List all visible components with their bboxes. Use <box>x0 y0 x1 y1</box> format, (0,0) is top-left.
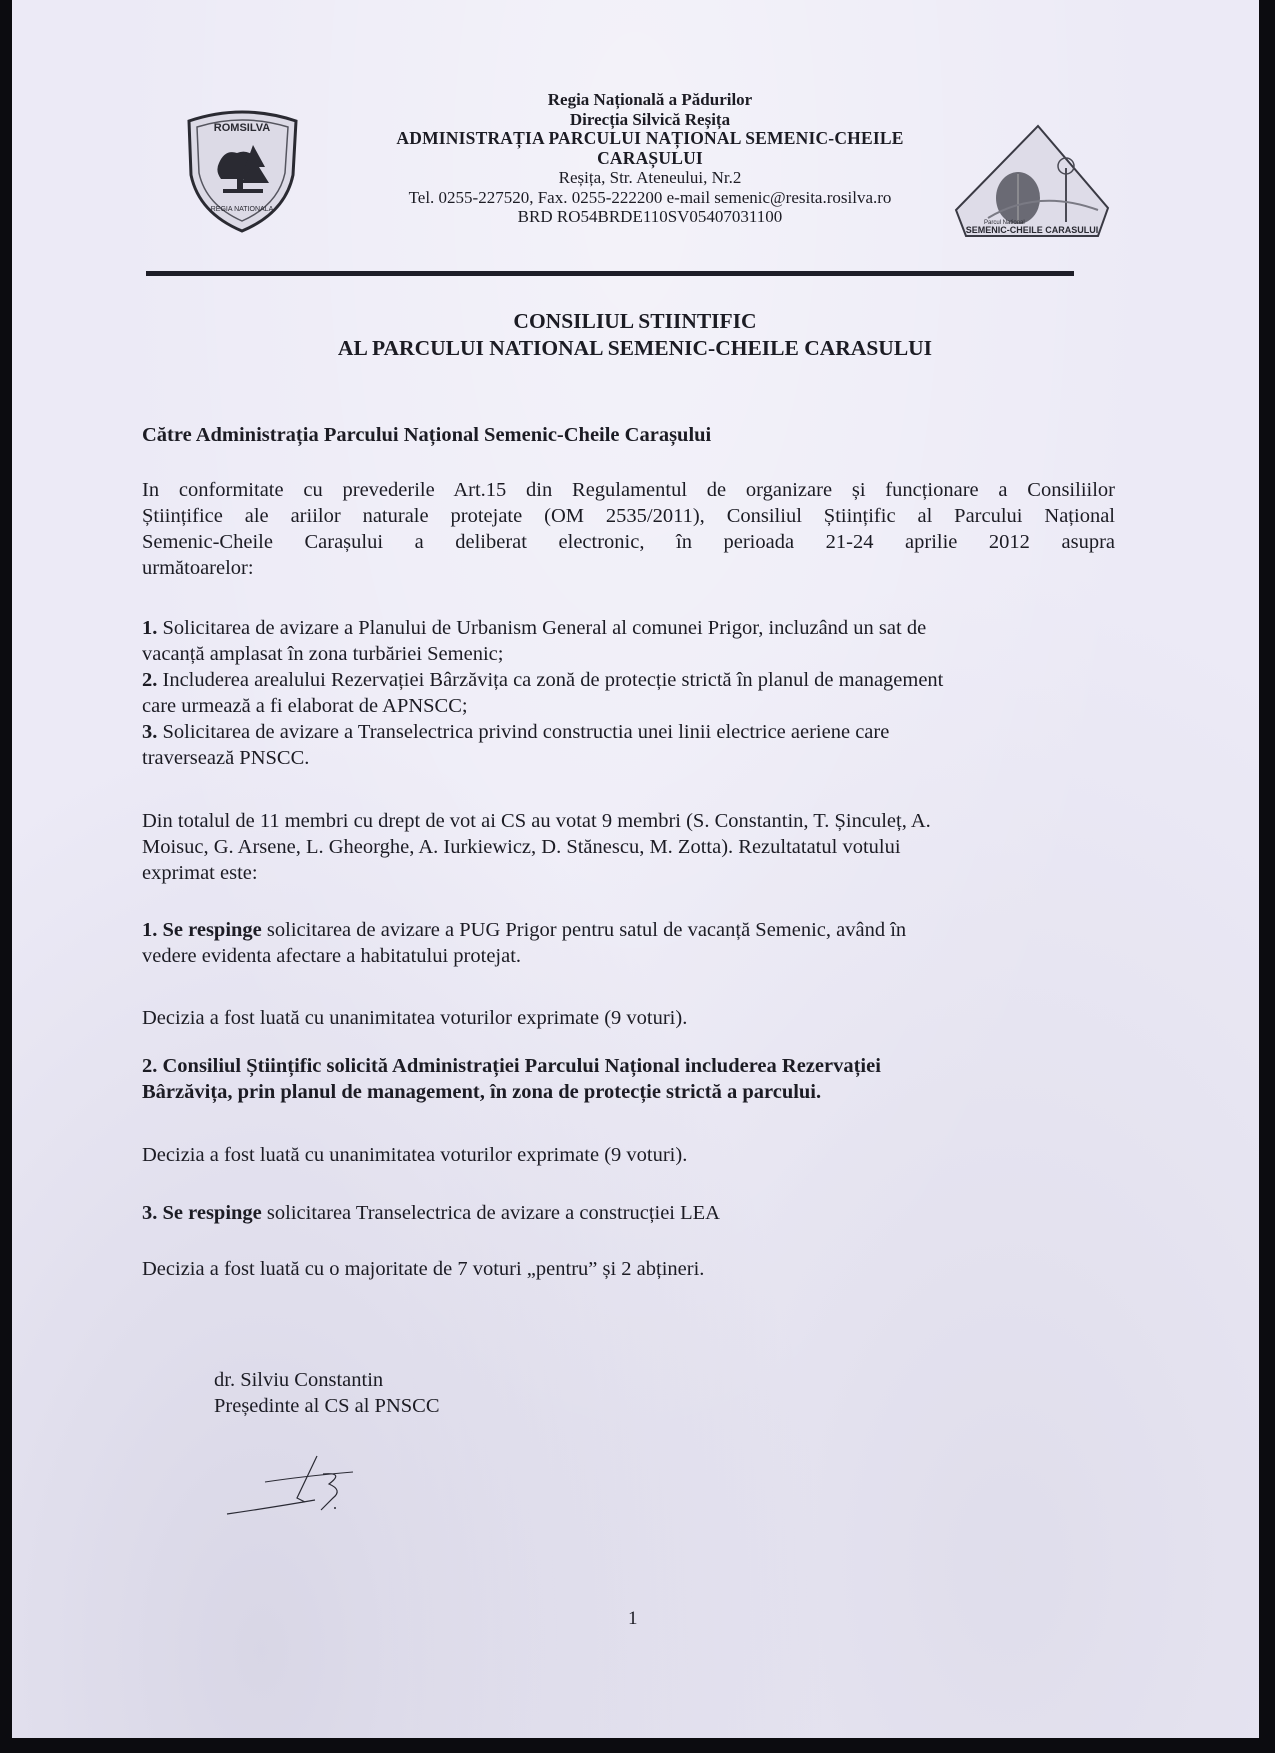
voters-line: Moisuc, G. Arsene, L. Gheorghe, A. Iurkiewicz, D. Stănescu, M. Zotta). Rezultatatul votului <box>142 836 901 858</box>
intro-line: Științifice ale ariilor naturale protejate (OM 2535/2011), Consiliul Științific al Parcului Național <box>142 505 1115 527</box>
intro-paragraph <box>142 477 1115 581</box>
bank-account: BRD RO54BRDE110SV05407031100 <box>517 207 783 226</box>
voters-paragraph <box>142 808 1115 886</box>
council-title-line2: AL PARCULUI NATIONAL SEMENIC-CHEILE CARASULUI <box>337 336 933 360</box>
administration-name-cont: CARAȘULUI <box>597 147 703 168</box>
decision-1: 1. Se respinge solicitarea de avizare a PUG Prigor pentru satul de vacanță Semenic, având în vedere evidenta afectare a habitatului protejat. <box>142 919 907 967</box>
decision-label: 1. Se respinge <box>142 919 262 941</box>
council-title <box>140 308 1130 362</box>
voters-line: exprimat este: <box>142 862 258 884</box>
decision-2-result: Decizia a fost luată cu unanimitatea voturilor exprimate (9 voturi). <box>142 1144 688 1166</box>
voters-line: Din totalul de 11 membri cu drept de vot ai CS au votat 9 membri (S. Constantin, T. Șinculeț, A. <box>142 810 931 832</box>
agenda-item-cont: traversează PNSCC. <box>142 747 310 769</box>
decision-label: 3. Se respinge <box>142 1202 262 1224</box>
handwritten-signature-icon <box>225 1452 375 1522</box>
romsilva-shield-logo-icon <box>175 105 310 235</box>
agenda-item-cont: vacanță amplasat în zona turbăriei Semenic; <box>142 643 504 665</box>
signatory-role: Președinte al CS al PNSCC <box>214 1395 440 1417</box>
directorate-name: Direcția Silvică Reșița <box>569 109 731 129</box>
agenda-item: 3. Solicitarea de avizare a Transelectrica privind constructia unei linii electrice aeriene care <box>142 721 890 743</box>
agenda-item: 2. Includerea arealului Rezervației Bârzăvița ca zonă de protecție strictă în planul de management <box>142 669 944 691</box>
addressee: Către Administrația Parcului Național Semenic-Cheile Carașului <box>142 424 712 446</box>
agenda-list <box>142 615 1115 771</box>
decision-2: 2. Consiliul Științific solicită Administrației Parcului Național includerea Rezervației Bârzăvița, prin planul de management, în zona de protecție strictă a parcului. <box>142 1055 881 1103</box>
park-diamond-logo-icon <box>948 118 1116 246</box>
address: Reșița, Str. Ateneului, Nr.2 <box>558 168 742 187</box>
council-title-line1: CONSILIUL STIINTIFIC <box>513 309 757 333</box>
contact-info: Tel. 0255-227520, Fax. 0255-222200 e-mail semenic@resita.rosilva.ro <box>408 187 892 207</box>
decision-3: 3. Se respinge solicitarea Transelectrica de avizare a construcției LEA <box>142 1202 720 1224</box>
signatory-name: dr. Silviu Constantin <box>214 1369 384 1391</box>
page-number: 1 <box>628 1608 638 1629</box>
decision-1-result: Decizia a fost luată cu unanimitatea voturilor exprimate (9 voturi). <box>142 1007 688 1029</box>
svg-text:SEMENIC-CHEILE CARASULUI: SEMENIC-CHEILE CARASULUI <box>965 225 1099 235</box>
intro-line: următoarelor: <box>142 557 254 579</box>
agenda-item: 1. Solicitarea de avizare a Planului de Urbanism General al comunei Prigor, incluzând un sat de <box>142 617 927 639</box>
svg-text:Parcul National: Parcul National <box>984 220 1025 226</box>
signature-block <box>214 1367 440 1419</box>
decision-3-result: Decizia a fost luată cu o majoritate de 7 voturi „pentru” și 2 abțineri. <box>142 1258 705 1280</box>
org-name: Regia Națională a Pădurilor <box>547 90 753 109</box>
svg-text:ROMSILVA: ROMSILVA <box>213 122 271 134</box>
header-divider <box>146 271 1074 276</box>
svg-text:REGIA NATIONALA: REGIA NATIONALA <box>210 206 274 213</box>
intro-line: Semenic-Cheile Carașului a deliberat electronic, în perioada 21-24 aprilie 2012 asupra <box>142 531 1115 553</box>
agenda-item-cont: care urmează a fi elaborat de APNSCC; <box>142 695 468 717</box>
administration-name: ADMINISTRAȚIA PARCULUI NAȚIONAL SEMENIC-CHEILE <box>396 128 904 148</box>
letterhead <box>300 90 1000 227</box>
intro-line: In conformitate cu prevederile Art.15 din Regulamentul de organizare și funcționare a Consiliilor <box>142 479 1115 501</box>
